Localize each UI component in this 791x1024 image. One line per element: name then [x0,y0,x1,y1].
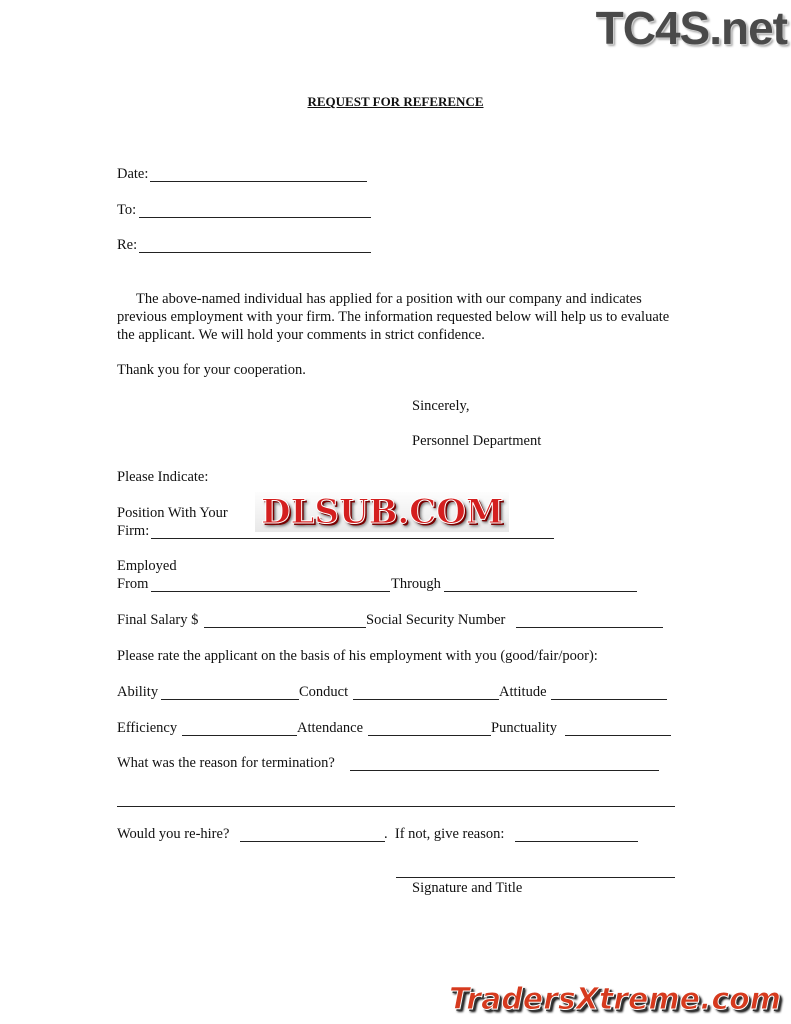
employed-from-label: From [117,576,149,592]
attitude-line[interactable] [551,699,667,700]
termination-line-2[interactable] [117,806,675,807]
position-label-line1: Position With Your [117,505,228,521]
to-line[interactable] [139,217,371,218]
termination-line[interactable] [350,770,659,771]
attitude-label: Attitude [499,684,547,700]
rehire-label: Would you re-hire? [117,826,230,842]
rehire-line[interactable] [240,841,385,842]
ssn-line[interactable] [516,627,663,628]
punctuality-line[interactable] [565,735,671,736]
to-label: To: [117,202,137,218]
document-title: REQUEST FOR REFERENCE [307,94,484,109]
closing-department: Personnel Department [412,433,542,449]
intro-paragraph [117,290,677,344]
punctuality-label: Punctuality [491,720,558,736]
employed-from-line[interactable] [151,591,390,592]
re-line[interactable] [139,252,371,253]
signature-line[interactable] [396,877,675,878]
watermark-top: TC4S.net [595,2,787,54]
attendance-label: Attendance [297,720,364,736]
employed-through-label: Through [391,576,441,592]
conduct-label: Conduct [299,684,349,700]
attendance-line[interactable] [368,735,491,736]
ssn-label: Social Security Number [366,612,506,628]
date-line[interactable] [150,181,367,182]
ability-line[interactable] [161,699,299,700]
conduct-line[interactable] [353,699,499,700]
signature-label: Signature and Title [412,880,523,896]
employed-through-line[interactable] [444,591,637,592]
employed-label: Employed [117,558,177,574]
termination-label: What was the reason for termination? [117,755,335,771]
rate-prompt: Please rate the applicant on the basis of his employment with you (good/fair/poor): [117,648,598,664]
ability-label: Ability [117,684,159,700]
final-salary-line[interactable] [204,627,366,628]
efficiency-label: Efficiency [117,720,178,736]
rehire-reason-label: . If not, give reason: [384,826,505,842]
final-salary-label: Final Salary $ [117,612,199,628]
efficiency-line[interactable] [182,735,297,736]
re-label: Re: [117,237,138,253]
watermark-middle: DLSUB.COM [255,492,509,532]
watermark-bottom: TradersXtreme.com [449,982,781,1017]
thanks-text: Thank you for your cooperation. [117,362,306,378]
please-indicate: Please Indicate: [117,469,209,485]
rehire-reason-line[interactable] [515,841,638,842]
date-label: Date: [117,166,149,182]
closing-sincerely: Sincerely, [412,398,470,414]
position-line[interactable] [151,538,554,539]
intro-paragraph-text: The above-named individual has applied for a position with our company and indicates previous employment with your firm. The information requested below will help us to evaluate the applicant. We will hold your comments in strict confidence. [117,291,670,343]
position-label-line2: Firm: [117,523,150,539]
